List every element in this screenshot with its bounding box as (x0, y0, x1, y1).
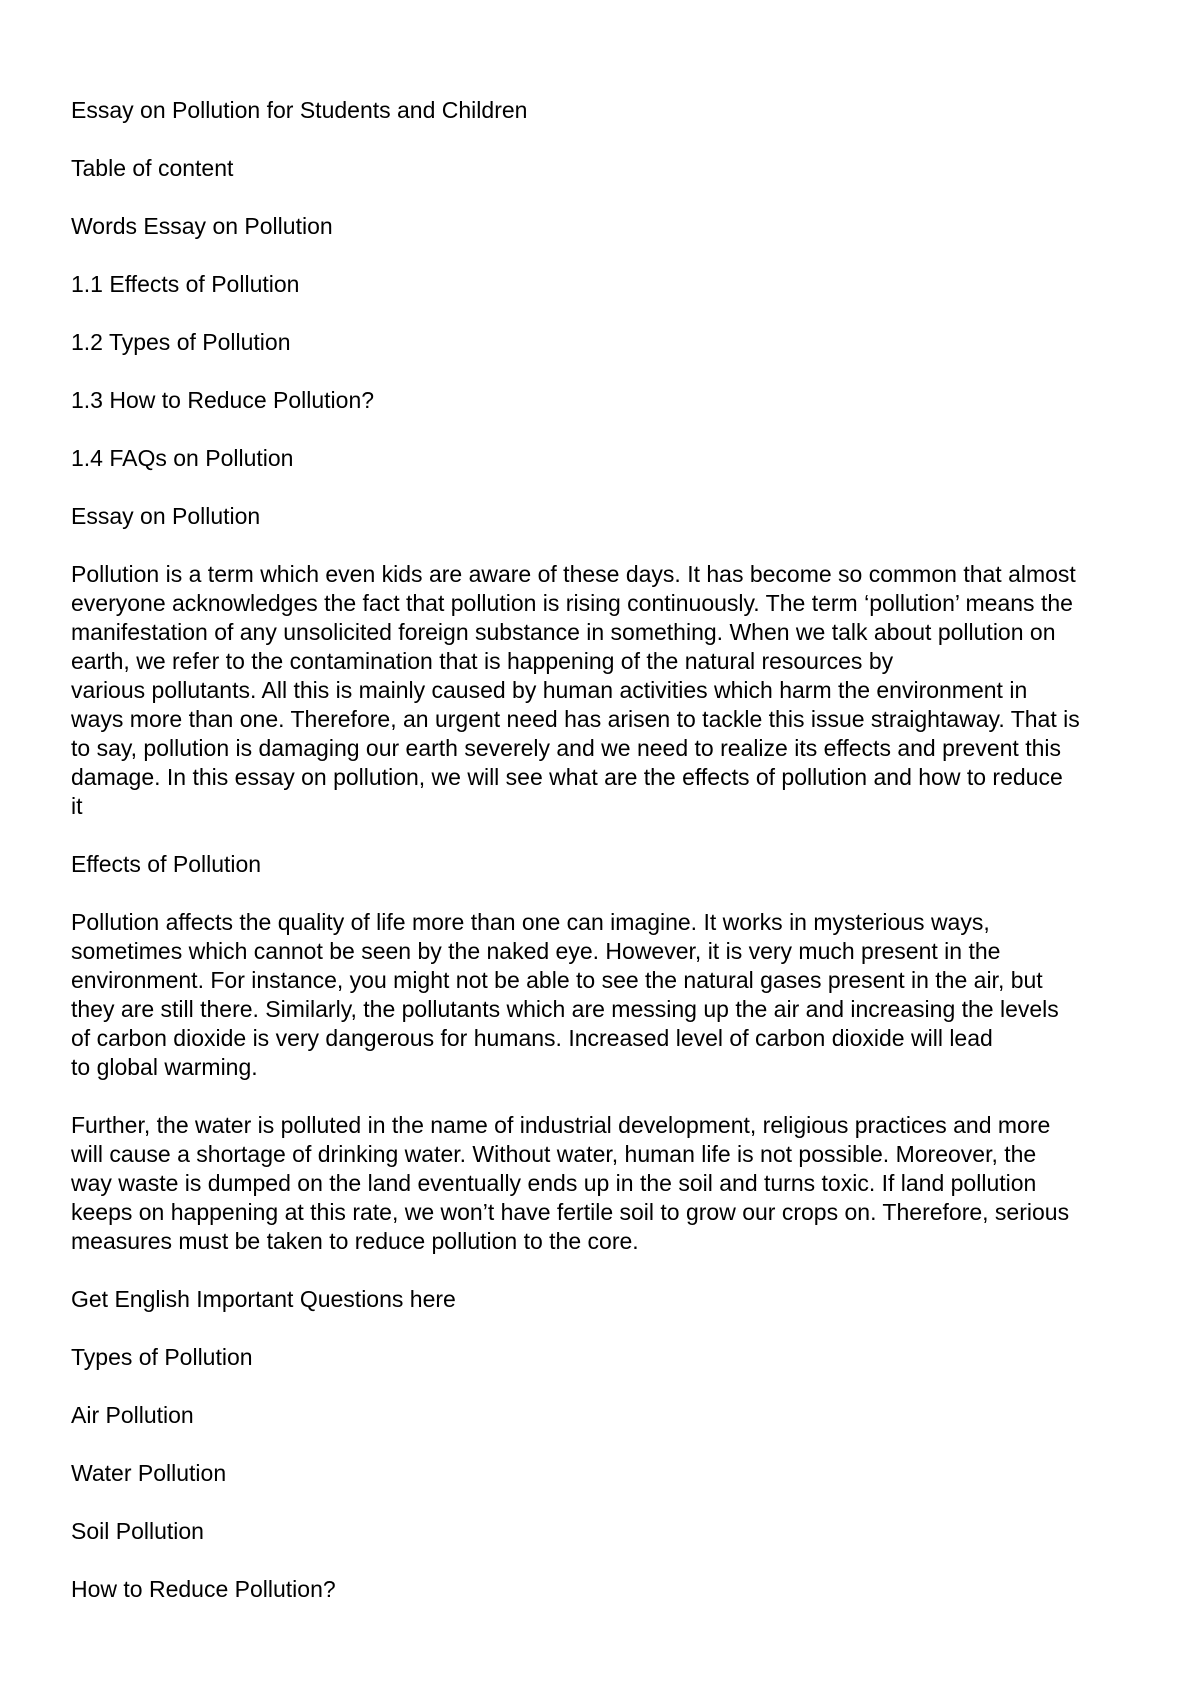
paragraph-line: sometimes which cannot be seen by the naked eye. However, it is very much present in the (71, 938, 1001, 964)
paragraph-line: manifestation of any unsolicited foreign substance in something. When we talk about pollution on (71, 619, 1056, 645)
paragraph-line: it (71, 793, 83, 819)
paragraph-line: various pollutants. All this is mainly caused by human activities which harm the environment in (71, 677, 1028, 703)
toc-item: Words Essay on Pollution (71, 213, 333, 239)
paragraph-line: Pollution affects the quality of life more than one can imagine. It works in mysterious ways, (71, 909, 990, 935)
intro-paragraph (71, 560, 1151, 821)
toc-item: 1.2 Types of Pollution (71, 329, 291, 355)
toc-heading: Table of content (71, 155, 234, 181)
toc-item: 1.4 FAQs on Pollution (71, 445, 294, 471)
pollution-type-item: Soil Pollution (71, 1518, 204, 1544)
toc-item: 1.1 Effects of Pollution (71, 271, 300, 297)
paragraph-line: will cause a shortage of drinking water. Without water, human life is not possible. Moreover, the (71, 1141, 1037, 1167)
paragraph-line: way waste is dumped on the land eventually ends up in the soil and turns toxic. If land pollution (71, 1170, 1037, 1196)
paragraph-line: damage. In this essay on pollution, we will see what are the effects of pollution and how to reduce (71, 764, 1063, 790)
paragraph-line: they are still there. Similarly, the pollutants which are messing up the air and increasing the levels (71, 996, 1059, 1022)
paragraph-line: to global warming. (71, 1054, 258, 1080)
effects-paragraph-2 (71, 1111, 1151, 1256)
paragraph-line: ways more than one. Therefore, an urgent need has arisen to tackle this issue straightaway. That is (71, 706, 1080, 732)
types-heading: Types of Pollution (71, 1344, 253, 1370)
paragraph-line: measures must be taken to reduce pollution to the core. (71, 1228, 639, 1254)
paragraph-line: earth, we refer to the contamination that is happening of the natural resources by (71, 648, 894, 674)
paragraph-line: everyone acknowledges the fact that pollution is rising continuously. The term ‘pollution’ means the (71, 590, 1073, 616)
paragraph-line: to say, pollution is damaging our earth severely and we need to realize its effects and prevent this (71, 735, 1061, 761)
paragraph-line: environment. For instance, you might not be able to see the natural gases present in the air, but (71, 967, 1043, 993)
english-questions-text: Get English Important Questions here (71, 1286, 456, 1312)
reduce-heading: How to Reduce Pollution? (71, 1576, 336, 1602)
paragraph-line: of carbon dioxide is very dangerous for humans. Increased level of carbon dioxide will lead (71, 1025, 993, 1051)
paragraph-line: Further, the water is polluted in the name of industrial development, religious practices and more (71, 1112, 1051, 1138)
essay-heading: Essay on Pollution (71, 503, 261, 529)
document-title: Essay on Pollution for Students and Children (71, 97, 528, 123)
pollution-type-item: Water Pollution (71, 1460, 227, 1486)
effects-heading: Effects of Pollution (71, 851, 262, 877)
paragraph-line: Pollution is a term which even kids are aware of these days. It has become so common that almost (71, 561, 1076, 587)
document-body (71, 96, 1151, 1633)
toc-item: 1.3 How to Reduce Pollution? (71, 387, 375, 413)
paragraph-line: keeps on happening at this rate, we won’t have fertile soil to grow our crops on. Therefore, serious (71, 1199, 1070, 1225)
effects-paragraph-1 (71, 908, 1151, 1082)
pollution-type-item: Air Pollution (71, 1402, 194, 1428)
